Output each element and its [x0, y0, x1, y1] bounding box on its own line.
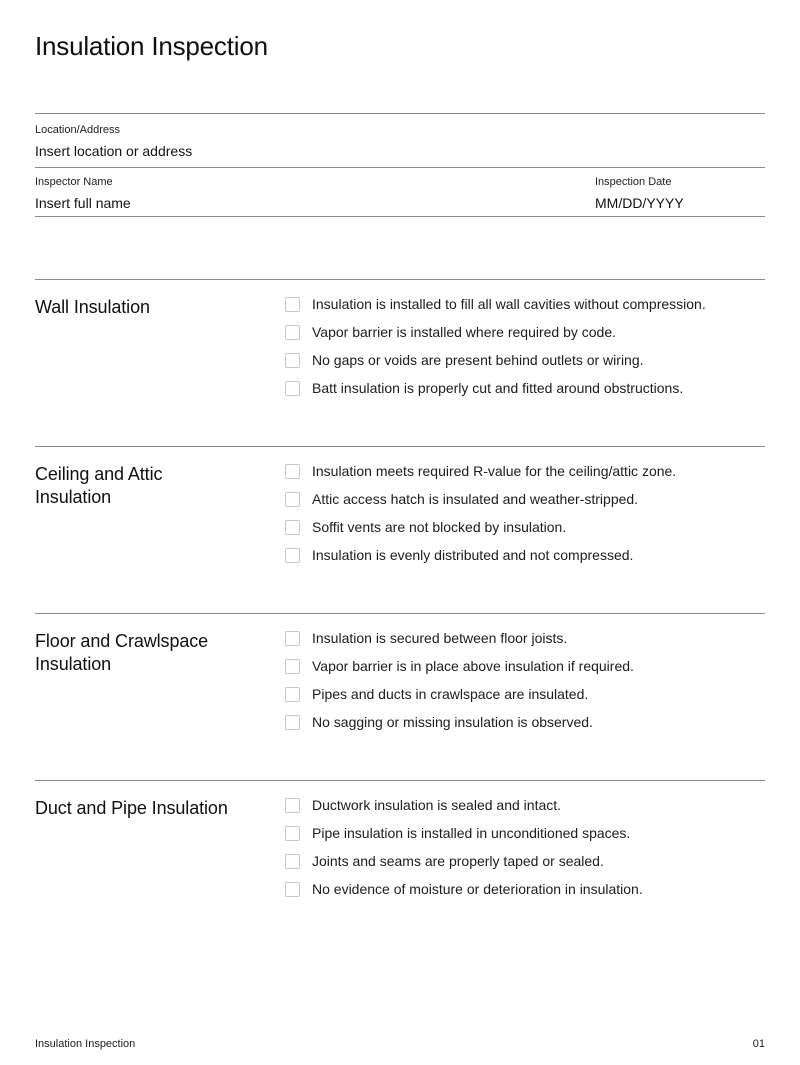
checklist-item-label: Joints and seams are properly taped or sealed. — [312, 853, 604, 869]
checklist-item — [285, 852, 765, 870]
inspector-name-label: Inspector Name — [35, 176, 113, 188]
checklist-item — [285, 713, 765, 731]
checklist-item-label: Ductwork insulation is sealed and intact. — [312, 797, 562, 813]
page-footer — [35, 1038, 765, 1051]
checklist-item — [285, 490, 765, 508]
checkbox[interactable] — [285, 325, 300, 340]
checklist-item — [285, 546, 765, 564]
inspection-date-input[interactable]: MM/DD/YYYY — [595, 195, 684, 211]
checklist-item — [285, 657, 765, 675]
checklist-item — [285, 295, 765, 313]
checkbox[interactable] — [285, 381, 300, 396]
checklist-item — [285, 629, 765, 647]
section-title: Ceiling and Attic Insulation — [35, 464, 163, 507]
form-fields — [35, 113, 765, 217]
checkbox[interactable] — [285, 659, 300, 674]
checklist-item-label: No sagging or missing insulation is observed. — [312, 714, 593, 730]
section-title: Floor and Crawlspace Insulation — [35, 631, 209, 674]
inspection-date-label: Inspection Date — [595, 176, 672, 188]
checklist-item — [285, 351, 765, 369]
checklist-item-label: Vapor barrier is installed where required by code. — [312, 324, 617, 340]
section-duct-pipe-insulation — [35, 780, 765, 947]
checklist — [285, 629, 765, 731]
checklist — [285, 796, 765, 898]
checklist-item — [285, 379, 765, 397]
checklist-item-label: Soffit vents are not blocked by insulation. — [312, 519, 567, 535]
footer-document-name: Insulation Inspection — [35, 1038, 136, 1050]
checklist-item — [285, 880, 765, 898]
checklist-item-label: Attic access hatch is insulated and weather-stripped. — [312, 491, 639, 507]
section-title: Wall Insulation — [35, 297, 150, 317]
checkbox[interactable] — [285, 854, 300, 869]
section-floor-crawlspace-insulation — [35, 613, 765, 780]
checklist-item-label: No evidence of moisture or deterioration in insulation. — [312, 881, 643, 897]
location-field — [35, 114, 765, 168]
section-wall-insulation — [35, 279, 765, 446]
checkbox[interactable] — [285, 464, 300, 479]
checklist-item — [285, 824, 765, 842]
checklist-item — [285, 518, 765, 536]
checklist — [285, 462, 765, 564]
checklist-item — [285, 685, 765, 703]
checkbox[interactable] — [285, 687, 300, 702]
checklist-item-label: Pipes and ducts in crawlspace are insulated. — [312, 686, 589, 702]
checklist-sections — [35, 279, 765, 947]
section-ceiling-attic-insulation — [35, 446, 765, 613]
checkbox[interactable] — [285, 715, 300, 730]
checklist — [285, 295, 765, 397]
checkbox[interactable] — [285, 297, 300, 312]
checklist-item-label: No gaps or voids are present behind outlets or wiring. — [312, 352, 644, 368]
checkbox[interactable] — [285, 882, 300, 897]
inspector-date-row — [35, 168, 765, 217]
inspector-name-input[interactable]: Insert full name — [35, 195, 131, 211]
checkbox[interactable] — [285, 798, 300, 813]
checkbox[interactable] — [285, 492, 300, 507]
checklist-item-label: Batt insulation is properly cut and fitted around obstructions. — [312, 380, 684, 396]
document-page — [0, 30, 800, 1065]
checkbox[interactable] — [285, 631, 300, 646]
page-title: Insulation Inspection — [35, 31, 268, 61]
checkbox[interactable] — [285, 520, 300, 535]
inspection-date-field — [595, 176, 765, 212]
checklist-item-label: Pipe insulation is installed in unconditioned spaces. — [312, 825, 631, 841]
location-label: Location/Address — [35, 124, 120, 136]
checklist-item-label: Vapor barrier is in place above insulation if required. — [312, 658, 634, 674]
footer-page-number: 01 — [752, 1038, 765, 1050]
inspector-field — [35, 176, 595, 212]
checkbox[interactable] — [285, 826, 300, 841]
checkbox[interactable] — [285, 353, 300, 368]
checklist-item-label: Insulation is evenly distributed and not compressed. — [312, 547, 634, 563]
section-title: Duct and Pipe Insulation — [35, 798, 228, 818]
checklist-item-label: Insulation is secured between floor joists. — [312, 630, 568, 646]
checkbox[interactable] — [285, 548, 300, 563]
checklist-item — [285, 323, 765, 341]
checklist-item-label: Insulation is installed to fill all wall cavities without compression. — [312, 296, 706, 312]
checklist-item — [285, 796, 765, 814]
checklist-item — [285, 462, 765, 480]
location-input[interactable]: Insert location or address — [35, 143, 193, 159]
checklist-item-label: Insulation meets required R-value for the ceiling/attic zone. — [312, 463, 677, 479]
